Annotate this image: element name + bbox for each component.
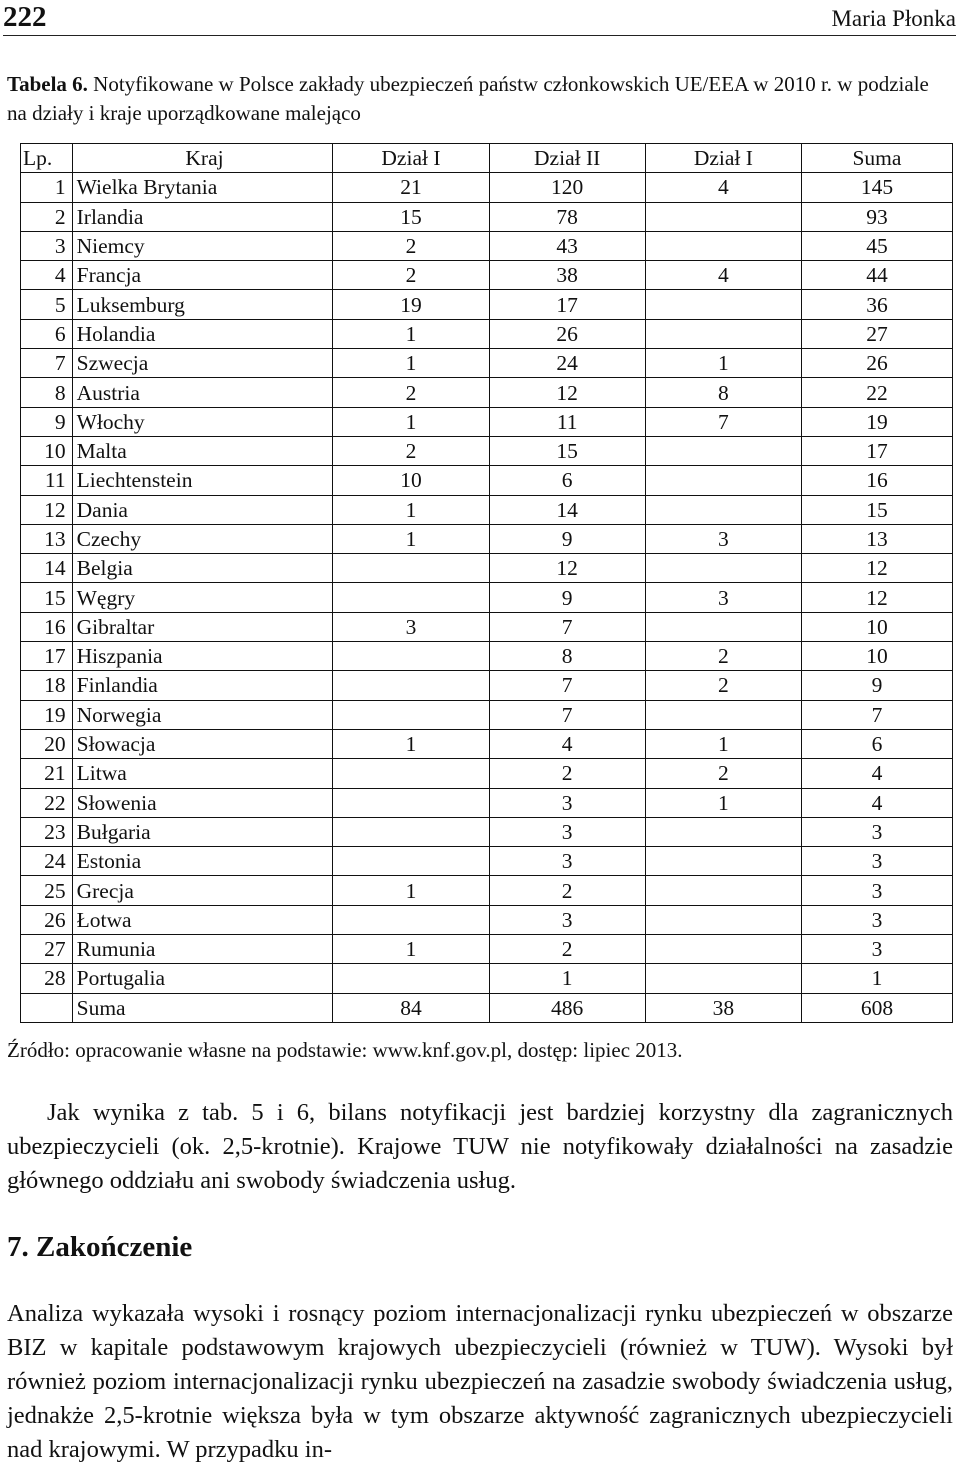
cell-dzial-1: 15 bbox=[333, 202, 489, 231]
cell-dzial-1b: 4 bbox=[645, 173, 801, 202]
cell-dzial-2: Dział II bbox=[489, 144, 645, 173]
table-caption-text: Notyfikowane w Polsce zakłady ubezpieczeń państw członkowskich UE/EEA w 2010 r. w podziale na działy i kraje uporządkowane malejąco bbox=[7, 72, 929, 125]
cell-dzial-1 bbox=[333, 554, 489, 583]
cell-dzial-2: 12 bbox=[489, 554, 645, 583]
cell-dzial-1 bbox=[333, 759, 489, 788]
table-row bbox=[21, 847, 953, 876]
cell-country: Litwa bbox=[72, 759, 333, 788]
table-row bbox=[21, 964, 953, 993]
cell-dzial-2: 14 bbox=[489, 495, 645, 524]
cell-dzial-1b: 4 bbox=[645, 261, 801, 290]
cell-dzial-2: 43 bbox=[489, 231, 645, 260]
cell-sum: 44 bbox=[801, 261, 952, 290]
cell-dzial-1 bbox=[333, 847, 489, 876]
cell-country: Czechy bbox=[72, 524, 333, 553]
cell-dzial-1: 2 bbox=[333, 261, 489, 290]
cell-sum: 6 bbox=[801, 729, 952, 758]
cell-country: Portugalia bbox=[72, 964, 333, 993]
cell-dzial-1b bbox=[645, 817, 801, 846]
cell-dzial-2: 78 bbox=[489, 202, 645, 231]
cell-dzial-1b bbox=[645, 905, 801, 934]
cell-lp: 11 bbox=[21, 466, 73, 495]
cell-country: Luksemburg bbox=[72, 290, 333, 319]
cell-country: Bułgaria bbox=[72, 817, 333, 846]
cell-dzial-1 bbox=[333, 583, 489, 612]
cell-sum: 27 bbox=[801, 319, 952, 348]
cell-dzial-1 bbox=[333, 905, 489, 934]
header-rule bbox=[3, 35, 956, 36]
cell-country: Liechtenstein bbox=[72, 466, 333, 495]
table-row bbox=[21, 378, 953, 407]
table-row bbox=[21, 554, 953, 583]
cell-lp: 1 bbox=[21, 173, 73, 202]
cell-dzial-1: 1 bbox=[333, 524, 489, 553]
cell-dzial-1: 1 bbox=[333, 349, 489, 378]
cell-dzial-2: 7 bbox=[489, 700, 645, 729]
cell-dzial-1b bbox=[645, 612, 801, 641]
cell-lp: 20 bbox=[21, 729, 73, 758]
table-row bbox=[21, 261, 953, 290]
cell-dzial-1 bbox=[333, 817, 489, 846]
cell-dzial-1 bbox=[333, 964, 489, 993]
cell-lp: 19 bbox=[21, 700, 73, 729]
cell-dzial-1: 84 bbox=[333, 993, 489, 1022]
cell-sum: 16 bbox=[801, 466, 952, 495]
cell-lp: 9 bbox=[21, 407, 73, 436]
body-paragraph: Analiza wykazała wysoki i rosnący poziom internacjonalizacji rynku ubezpieczeń w obszarze BIZ w kapitale podstawowym krajowych ubezpieczycieli (również w TUW). Wysoki był również poziom internacjonalizacji rynku ubezpieczeń na zasadzie swobody świadczenia usług, jednakże 2,5-krotnie większa była w tym obszarze aktywność zagranicznych ubezpieczycieli nad krajowymi. W przypadku in- bbox=[7, 1300, 953, 1463]
table-header-row bbox=[21, 144, 953, 173]
cell-sum: 3 bbox=[801, 847, 952, 876]
cell-lp: 24 bbox=[21, 847, 73, 876]
cell-country: Suma bbox=[72, 993, 333, 1022]
section-heading: 7. Zakończenie bbox=[7, 1231, 193, 1263]
cell-dzial-1: 10 bbox=[333, 466, 489, 495]
table-row bbox=[21, 231, 953, 260]
cell-dzial-1: 1 bbox=[333, 319, 489, 348]
cell-country: Węgry bbox=[72, 583, 333, 612]
cell-dzial-2: 7 bbox=[489, 612, 645, 641]
cell-country: Słowacja bbox=[72, 729, 333, 758]
cell-lp bbox=[21, 993, 73, 1022]
cell-country: Rumunia bbox=[72, 935, 333, 964]
cell-sum: 1 bbox=[801, 964, 952, 993]
table-row bbox=[21, 876, 953, 905]
cell-dzial-2: 2 bbox=[489, 759, 645, 788]
table-row bbox=[21, 495, 953, 524]
data-table bbox=[20, 143, 953, 1023]
cell-dzial-1: 3 bbox=[333, 612, 489, 641]
cell-sum: 17 bbox=[801, 436, 952, 465]
cell-dzial-2: 3 bbox=[489, 817, 645, 846]
cell-dzial-1b: 2 bbox=[645, 671, 801, 700]
cell-dzial-1: 2 bbox=[333, 436, 489, 465]
cell-sum: 36 bbox=[801, 290, 952, 319]
cell-dzial-1b: 7 bbox=[645, 407, 801, 436]
cell-country: Kraj bbox=[72, 144, 333, 173]
running-author: Maria Płonka bbox=[831, 6, 956, 31]
cell-country: Irlandia bbox=[72, 202, 333, 231]
cell-sum: 93 bbox=[801, 202, 952, 231]
cell-dzial-1b: 1 bbox=[645, 788, 801, 817]
cell-dzial-2: 1 bbox=[489, 964, 645, 993]
cell-sum: 45 bbox=[801, 231, 952, 260]
cell-dzial-2: 486 bbox=[489, 993, 645, 1022]
cell-dzial-1b bbox=[645, 876, 801, 905]
table-row bbox=[21, 319, 953, 348]
cell-dzial-2: 12 bbox=[489, 378, 645, 407]
cell-dzial-1b bbox=[645, 700, 801, 729]
cell-dzial-1b bbox=[645, 964, 801, 993]
cell-country: Francja bbox=[72, 261, 333, 290]
cell-country: Norwegia bbox=[72, 700, 333, 729]
table-row bbox=[21, 700, 953, 729]
cell-sum: 12 bbox=[801, 554, 952, 583]
cell-dzial-1 bbox=[333, 671, 489, 700]
cell-sum: 9 bbox=[801, 671, 952, 700]
cell-dzial-1: 2 bbox=[333, 231, 489, 260]
cell-sum: 12 bbox=[801, 583, 952, 612]
table-total-row bbox=[21, 993, 953, 1022]
cell-dzial-1b: 2 bbox=[645, 642, 801, 671]
cell-country: Słowenia bbox=[72, 788, 333, 817]
table-row bbox=[21, 407, 953, 436]
cell-dzial-1 bbox=[333, 788, 489, 817]
cell-sum: 3 bbox=[801, 876, 952, 905]
cell-sum: 10 bbox=[801, 642, 952, 671]
cell-dzial-2: 2 bbox=[489, 935, 645, 964]
cell-lp: 7 bbox=[21, 349, 73, 378]
table-row bbox=[21, 202, 953, 231]
cell-sum: 3 bbox=[801, 817, 952, 846]
cell-lp: 22 bbox=[21, 788, 73, 817]
cell-lp: 18 bbox=[21, 671, 73, 700]
cell-dzial-2: 120 bbox=[489, 173, 645, 202]
cell-sum: 19 bbox=[801, 407, 952, 436]
cell-lp: 4 bbox=[21, 261, 73, 290]
cell-lp: 26 bbox=[21, 905, 73, 934]
table-row bbox=[21, 671, 953, 700]
cell-dzial-2: 15 bbox=[489, 436, 645, 465]
cell-dzial-1b: 2 bbox=[645, 759, 801, 788]
cell-dzial-1: Dział I bbox=[333, 144, 489, 173]
cell-dzial-1b: Dział I bbox=[645, 144, 801, 173]
cell-sum: 13 bbox=[801, 524, 952, 553]
table-row bbox=[21, 290, 953, 319]
cell-lp: 13 bbox=[21, 524, 73, 553]
cell-lp: 8 bbox=[21, 378, 73, 407]
cell-country: Austria bbox=[72, 378, 333, 407]
cell-dzial-1b bbox=[645, 202, 801, 231]
body-paragraph: Jak wynika z tab. 5 i 6, bilans notyfikacji jest bardziej korzystny dla zagranicznych ubezpieczycieli (ok. 2,5-krotnie). Krajowe TUW nie notyfikowały działalności na zasadzie głównego oddziału ani swobody świadczenia usług. bbox=[7, 1099, 953, 1194]
cell-dzial-1: 1 bbox=[333, 935, 489, 964]
cell-dzial-1: 21 bbox=[333, 173, 489, 202]
cell-dzial-1: 1 bbox=[333, 407, 489, 436]
cell-country: Dania bbox=[72, 495, 333, 524]
cell-country: Holandia bbox=[72, 319, 333, 348]
cell-dzial-2: 4 bbox=[489, 729, 645, 758]
cell-dzial-1 bbox=[333, 700, 489, 729]
cell-dzial-1b: 3 bbox=[645, 524, 801, 553]
cell-country: Malta bbox=[72, 436, 333, 465]
cell-lp: 12 bbox=[21, 495, 73, 524]
cell-country: Włochy bbox=[72, 407, 333, 436]
cell-dzial-2: 26 bbox=[489, 319, 645, 348]
cell-dzial-1b: 8 bbox=[645, 378, 801, 407]
table-row bbox=[21, 935, 953, 964]
cell-dzial-2: 9 bbox=[489, 583, 645, 612]
cell-dzial-1b bbox=[645, 319, 801, 348]
table-row bbox=[21, 436, 953, 465]
cell-dzial-2: 11 bbox=[489, 407, 645, 436]
cell-sum: 4 bbox=[801, 788, 952, 817]
cell-lp: 15 bbox=[21, 583, 73, 612]
cell-dzial-1: 2 bbox=[333, 378, 489, 407]
cell-dzial-1b bbox=[645, 436, 801, 465]
table-row bbox=[21, 466, 953, 495]
cell-dzial-1b bbox=[645, 935, 801, 964]
cell-lp: 2 bbox=[21, 202, 73, 231]
table-body bbox=[21, 144, 953, 1023]
cell-sum: 15 bbox=[801, 495, 952, 524]
cell-dzial-2: 6 bbox=[489, 466, 645, 495]
table-row bbox=[21, 729, 953, 758]
table-row bbox=[21, 612, 953, 641]
cell-dzial-1b bbox=[645, 847, 801, 876]
cell-sum: 3 bbox=[801, 905, 952, 934]
cell-dzial-2: 8 bbox=[489, 642, 645, 671]
cell-sum: Suma bbox=[801, 144, 952, 173]
cell-lp: 27 bbox=[21, 935, 73, 964]
cell-dzial-1: 1 bbox=[333, 729, 489, 758]
table-row bbox=[21, 788, 953, 817]
cell-dzial-1b bbox=[645, 495, 801, 524]
cell-dzial-2: 3 bbox=[489, 788, 645, 817]
cell-dzial-2: 7 bbox=[489, 671, 645, 700]
cell-country: Niemcy bbox=[72, 231, 333, 260]
cell-dzial-2: 17 bbox=[489, 290, 645, 319]
cell-dzial-1b bbox=[645, 554, 801, 583]
cell-lp: 23 bbox=[21, 817, 73, 846]
table-row bbox=[21, 524, 953, 553]
cell-dzial-1b: 1 bbox=[645, 729, 801, 758]
cell-country: Hiszpania bbox=[72, 642, 333, 671]
cell-dzial-1b bbox=[645, 466, 801, 495]
cell-dzial-1b: 3 bbox=[645, 583, 801, 612]
cell-sum: 3 bbox=[801, 935, 952, 964]
table-source: Źródło: opracowanie własne na podstawie: www.knf.gov.pl, dostęp: lipiec 2013. bbox=[7, 1038, 683, 1062]
cell-sum: 4 bbox=[801, 759, 952, 788]
cell-country: Wielka Brytania bbox=[72, 173, 333, 202]
cell-sum: 10 bbox=[801, 612, 952, 641]
page-number: 222 bbox=[3, 1, 47, 33]
cell-country: Finlandia bbox=[72, 671, 333, 700]
cell-dzial-2: 38 bbox=[489, 261, 645, 290]
cell-country: Gibraltar bbox=[72, 612, 333, 641]
cell-country: Grecja bbox=[72, 876, 333, 905]
table-row bbox=[21, 642, 953, 671]
cell-dzial-1b bbox=[645, 290, 801, 319]
table-row bbox=[21, 583, 953, 612]
cell-dzial-1 bbox=[333, 642, 489, 671]
cell-dzial-2: 2 bbox=[489, 876, 645, 905]
cell-sum: 145 bbox=[801, 173, 952, 202]
cell-dzial-1: 19 bbox=[333, 290, 489, 319]
cell-country: Szwecja bbox=[72, 349, 333, 378]
cell-lp: 10 bbox=[21, 436, 73, 465]
cell-lp: 25 bbox=[21, 876, 73, 905]
cell-country: Estonia bbox=[72, 847, 333, 876]
cell-lp: 3 bbox=[21, 231, 73, 260]
table-row bbox=[21, 349, 953, 378]
cell-sum: 26 bbox=[801, 349, 952, 378]
cell-lp: 6 bbox=[21, 319, 73, 348]
cell-country: Łotwa bbox=[72, 905, 333, 934]
cell-dzial-2: 3 bbox=[489, 905, 645, 934]
cell-sum: 22 bbox=[801, 378, 952, 407]
cell-dzial-2: 24 bbox=[489, 349, 645, 378]
cell-dzial-1b: 1 bbox=[645, 349, 801, 378]
table-caption bbox=[7, 70, 947, 128]
cell-country: Belgia bbox=[72, 554, 333, 583]
cell-lp: 14 bbox=[21, 554, 73, 583]
cell-sum: 7 bbox=[801, 700, 952, 729]
cell-dzial-1b: 38 bbox=[645, 993, 801, 1022]
cell-lp: 17 bbox=[21, 642, 73, 671]
cell-lp: 16 bbox=[21, 612, 73, 641]
table-row bbox=[21, 173, 953, 202]
table-row bbox=[21, 817, 953, 846]
cell-sum: 608 bbox=[801, 993, 952, 1022]
cell-dzial-1b bbox=[645, 231, 801, 260]
cell-lp: 5 bbox=[21, 290, 73, 319]
cell-lp: 28 bbox=[21, 964, 73, 993]
table-caption-label: Tabela 6. bbox=[7, 72, 88, 96]
table-row bbox=[21, 905, 953, 934]
cell-dzial-2: 3 bbox=[489, 847, 645, 876]
page-header bbox=[3, 0, 956, 36]
cell-lp: 21 bbox=[21, 759, 73, 788]
cell-dzial-1: 1 bbox=[333, 876, 489, 905]
table-row bbox=[21, 759, 953, 788]
cell-dzial-2: 9 bbox=[489, 524, 645, 553]
cell-lp: Lp. bbox=[21, 144, 73, 173]
cell-dzial-1: 1 bbox=[333, 495, 489, 524]
